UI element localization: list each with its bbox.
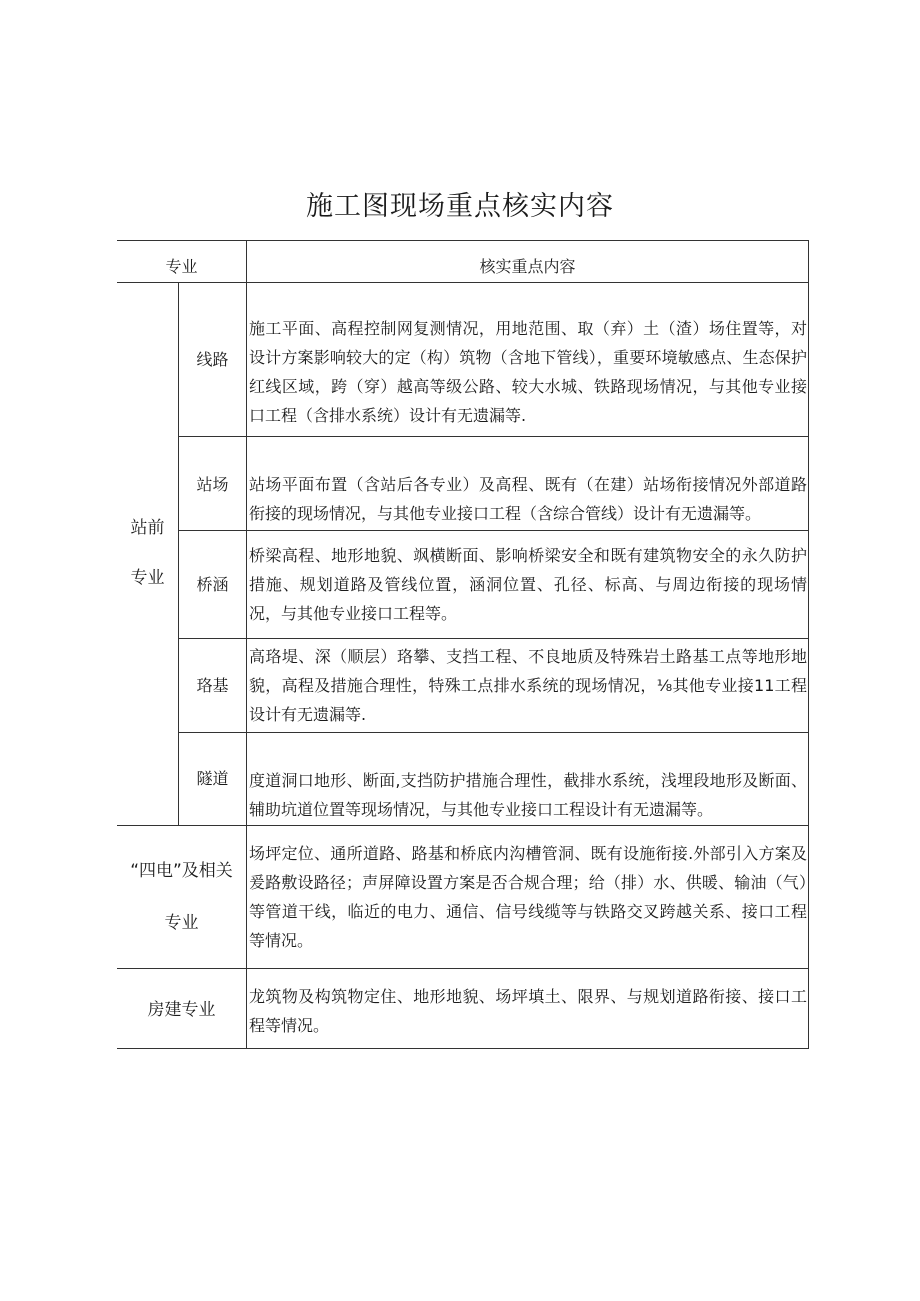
document-title: 施工图现场重点核实内容	[306, 191, 614, 222]
row-content-fangjian: 龙筑物及构筑物定住、地形地貌、场坪填土、限界、与规划道路衔接、接口工程等情况。	[249, 987, 807, 1035]
row-content-qiaohan: 桥梁高程、地形地貌、飒横断面、影响桥梁安全和既有建筑物安全的永久防护措施、规划道路及管线位置，涵洞位置、孔径、标高、与周边衔接的现场情况，与其他专业接口工程等。	[249, 545, 807, 623]
row-content-sidian: 场坪定位、通所道路、路基和桥底内沟槽管洞、既有设施衔接.外部引入方案及爰路敷设路径；声屏障设置方案是否合规合理；给（排）水、供暖、输油（气）等管道干线，临近的电力、通信、信号线缆等与铁路交叉跨越关系、接口工程等情况。	[249, 843, 807, 950]
group-label-zhanqian-line2: 专业	[130, 568, 165, 588]
group-label-zhanqian-line1: 站前	[130, 518, 165, 538]
table-bottom-border	[117, 1048, 809, 1049]
header-content: 核实重点内容	[479, 257, 576, 276]
row-content-xianlu: 施工平面、高程控制网复测情况，用地范围、取（弃）土（渣）场住置等，对设计方案影响较大的定（构）筑物（含地下管线），重要环境敏感点、生态保护红线区域，跨（穿）越高等级公路、较大水城、铁路现场情况，与其他专业接口工程（含排水系统）设计有无遗漏等.	[249, 319, 807, 425]
row-label-xianlu: 线路	[196, 349, 229, 369]
group-label-zhanqian	[117, 503, 178, 603]
table-top-border	[117, 240, 809, 241]
row-content-zhanchang: 站场平面布置（含站后各专业）及高程、既有（在建）站场衔接情况外部道路衔接的现场情况，与其他专业接口工程（含综合管线）设计有无遗漏等。	[249, 475, 807, 523]
row-label-suidao: 隧道	[196, 769, 229, 788]
group-label-fangjian: 房建专业	[147, 999, 216, 1020]
row-label-qiaohan: 桥涵	[196, 574, 229, 594]
row-divider	[178, 436, 809, 437]
row-divider	[178, 732, 809, 733]
row-label-zhanchang: 站场	[196, 475, 229, 494]
header-specialty: 专业	[165, 257, 198, 276]
row-content-luoji: 高珞堤、深（顺层）珞攀、支挡工程、不良地质及特殊岩土路基工点等地形地貌，高程及措施合理性，特殊工点排水系统的现场情况，⅛其他专业接11工程设计有无遗漏等.	[249, 646, 807, 724]
group-label-sidian-line1: “四电”及相关	[130, 860, 233, 881]
group-label-sidian	[117, 825, 246, 968]
row-content-suidao: 度道洞口地形、断面,支挡防护措施合理性，截排水系统，浅埋段地形及断面、辅助坑道位置等现场情况，与其他专业接口工程设计有无遗漏等。	[249, 771, 807, 819]
group-label-sidian-line2: 专业	[164, 912, 199, 933]
row-label-luoji: 珞基	[196, 675, 229, 695]
